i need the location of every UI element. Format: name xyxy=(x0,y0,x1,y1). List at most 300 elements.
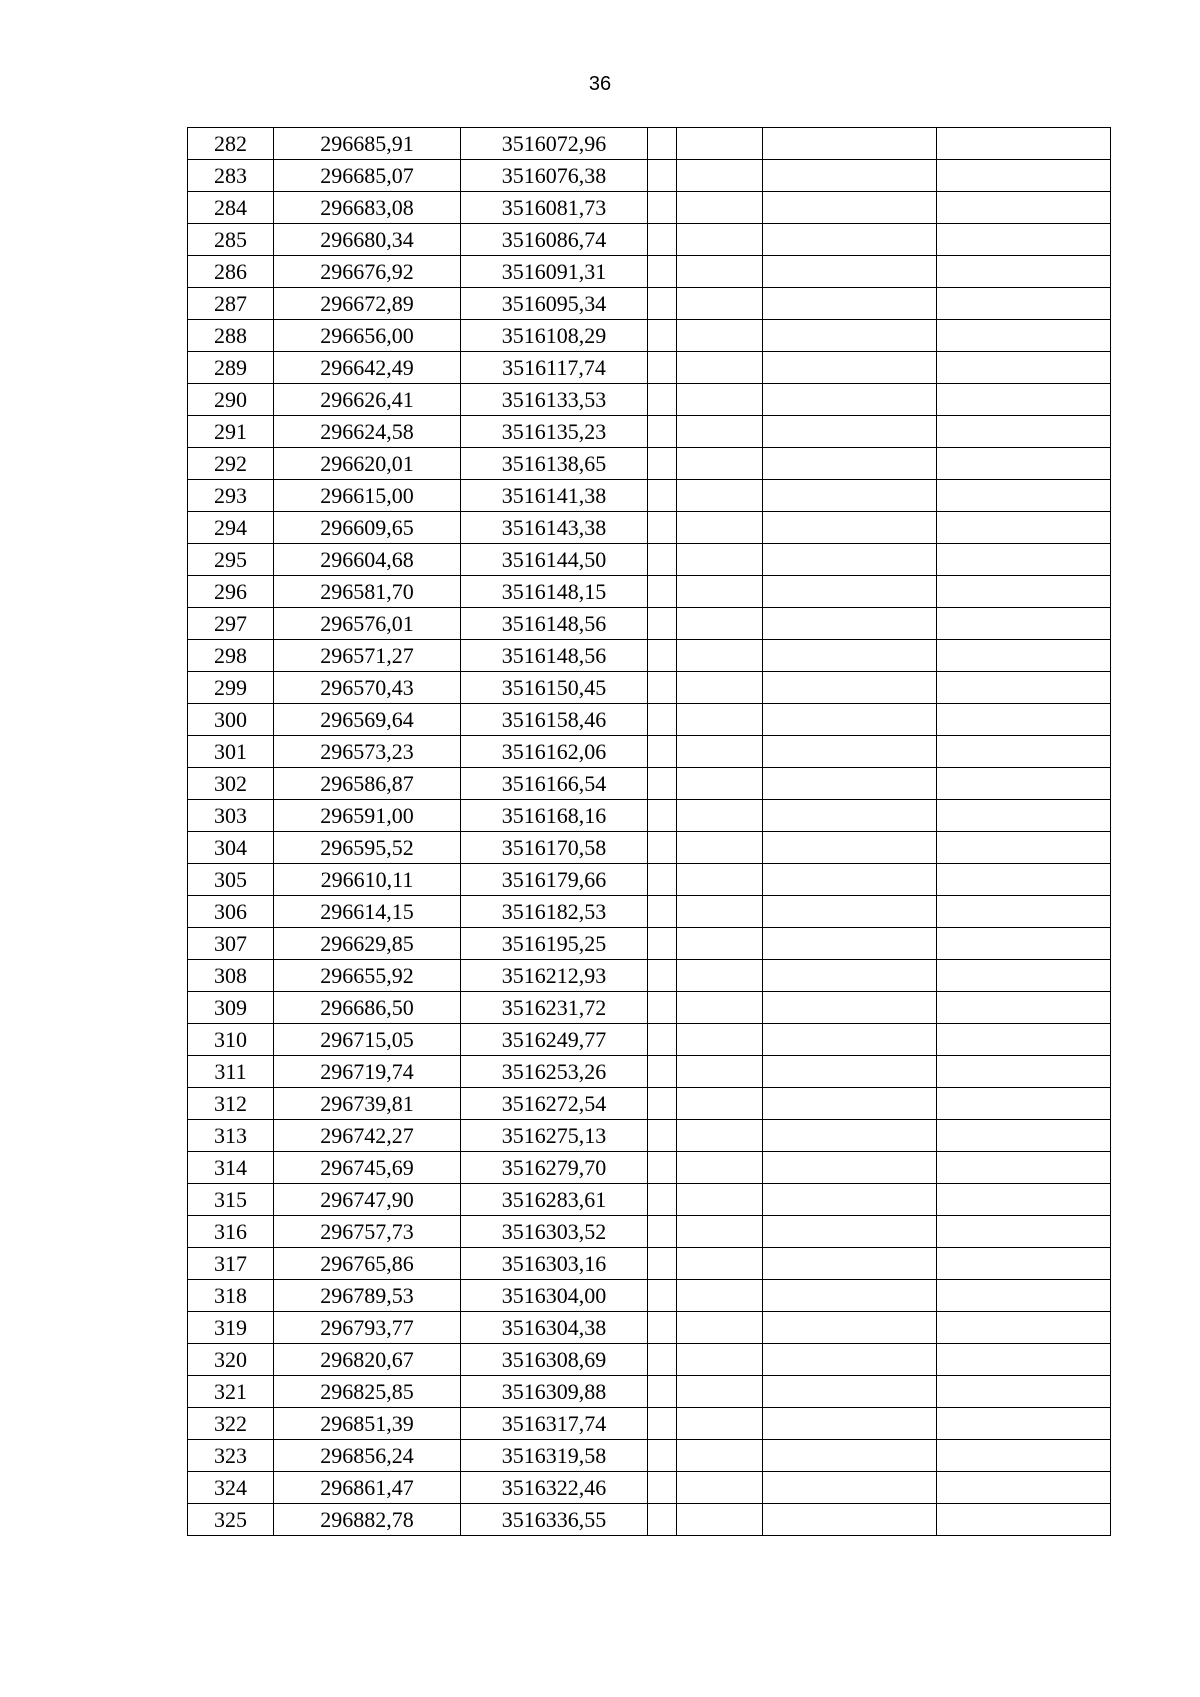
y-coordinate-cell: 3516095,34 xyxy=(461,288,648,320)
empty-cell xyxy=(763,448,937,480)
y-coordinate-cell: 3516148,56 xyxy=(461,608,648,640)
empty-cell xyxy=(763,1120,937,1152)
x-coordinate-cell: 296719,74 xyxy=(274,1056,461,1088)
empty-cell xyxy=(937,640,1111,672)
empty-cell xyxy=(937,992,1111,1024)
empty-cell xyxy=(763,480,937,512)
empty-cell xyxy=(648,704,677,736)
y-coordinate-cell: 3516308,69 xyxy=(461,1344,648,1376)
empty-cell xyxy=(763,1504,937,1536)
empty-cell xyxy=(677,704,763,736)
x-coordinate-cell: 296789,53 xyxy=(274,1280,461,1312)
point-number-cell: 310 xyxy=(188,1024,274,1056)
point-number-cell: 282 xyxy=(188,128,274,160)
empty-cell xyxy=(763,800,937,832)
table-row xyxy=(188,704,1111,736)
table-row xyxy=(188,1408,1111,1440)
empty-cell xyxy=(763,1440,937,1472)
empty-cell xyxy=(937,448,1111,480)
empty-cell xyxy=(677,1280,763,1312)
x-coordinate-cell: 296569,64 xyxy=(274,704,461,736)
table-row xyxy=(188,736,1111,768)
x-coordinate-cell: 296570,43 xyxy=(274,672,461,704)
empty-cell xyxy=(648,256,677,288)
y-coordinate-cell: 3516309,88 xyxy=(461,1376,648,1408)
point-number-cell: 301 xyxy=(188,736,274,768)
empty-cell xyxy=(677,672,763,704)
empty-cell xyxy=(763,1024,937,1056)
empty-cell xyxy=(763,608,937,640)
empty-cell xyxy=(763,512,937,544)
table-row xyxy=(188,160,1111,192)
empty-cell xyxy=(677,576,763,608)
table-row xyxy=(188,1120,1111,1152)
x-coordinate-cell: 296581,70 xyxy=(274,576,461,608)
point-number-cell: 323 xyxy=(188,1440,274,1472)
empty-cell xyxy=(763,192,937,224)
y-coordinate-cell: 3516091,31 xyxy=(461,256,648,288)
empty-cell xyxy=(763,736,937,768)
empty-cell xyxy=(937,512,1111,544)
table-row xyxy=(188,864,1111,896)
empty-cell xyxy=(937,1024,1111,1056)
empty-cell xyxy=(677,1184,763,1216)
y-coordinate-cell: 3516275,13 xyxy=(461,1120,648,1152)
empty-cell xyxy=(648,512,677,544)
y-coordinate-cell: 3516144,50 xyxy=(461,544,648,576)
y-coordinate-cell: 3516336,55 xyxy=(461,1504,648,1536)
empty-cell xyxy=(763,1248,937,1280)
empty-cell xyxy=(937,576,1111,608)
table-row xyxy=(188,960,1111,992)
empty-cell xyxy=(648,1024,677,1056)
y-coordinate-cell: 3516179,66 xyxy=(461,864,648,896)
table-row xyxy=(188,832,1111,864)
empty-cell xyxy=(937,1280,1111,1312)
empty-cell xyxy=(648,1312,677,1344)
page-number: 36 xyxy=(588,73,612,95)
x-coordinate-cell: 296739,81 xyxy=(274,1088,461,1120)
empty-cell xyxy=(937,1088,1111,1120)
empty-cell xyxy=(937,1472,1111,1504)
empty-cell xyxy=(937,352,1111,384)
point-number-cell: 314 xyxy=(188,1152,274,1184)
empty-cell xyxy=(937,896,1111,928)
empty-cell xyxy=(677,544,763,576)
empty-cell xyxy=(937,1504,1111,1536)
empty-cell xyxy=(763,576,937,608)
point-number-cell: 309 xyxy=(188,992,274,1024)
table-row xyxy=(188,992,1111,1024)
empty-cell xyxy=(937,384,1111,416)
table-row xyxy=(188,768,1111,800)
empty-cell xyxy=(677,800,763,832)
point-number-cell: 289 xyxy=(188,352,274,384)
point-number-cell: 302 xyxy=(188,768,274,800)
y-coordinate-cell: 3516303,16 xyxy=(461,1248,648,1280)
empty-cell xyxy=(677,1344,763,1376)
table-row xyxy=(188,1216,1111,1248)
empty-cell xyxy=(937,1408,1111,1440)
y-coordinate-cell: 3516141,38 xyxy=(461,480,648,512)
empty-cell xyxy=(677,256,763,288)
table-row xyxy=(188,1440,1111,1472)
coordinates-table-body xyxy=(188,128,1111,1536)
table-row xyxy=(188,1344,1111,1376)
point-number-cell: 318 xyxy=(188,1280,274,1312)
empty-cell xyxy=(763,1056,937,1088)
empty-cell xyxy=(677,320,763,352)
empty-cell xyxy=(648,1408,677,1440)
point-number-cell: 306 xyxy=(188,896,274,928)
empty-cell xyxy=(677,960,763,992)
empty-cell xyxy=(648,896,677,928)
empty-cell xyxy=(763,1472,937,1504)
x-coordinate-cell: 296715,05 xyxy=(274,1024,461,1056)
point-number-cell: 288 xyxy=(188,320,274,352)
point-number-cell: 300 xyxy=(188,704,274,736)
empty-cell xyxy=(648,448,677,480)
table-row xyxy=(188,128,1111,160)
empty-cell xyxy=(937,1248,1111,1280)
empty-cell xyxy=(677,640,763,672)
table-row xyxy=(188,544,1111,576)
empty-cell xyxy=(648,640,677,672)
empty-cell xyxy=(937,832,1111,864)
empty-cell xyxy=(648,1280,677,1312)
table-row xyxy=(188,1152,1111,1184)
empty-cell xyxy=(677,832,763,864)
table-row xyxy=(188,480,1111,512)
point-number-cell: 325 xyxy=(188,1504,274,1536)
empty-cell xyxy=(648,928,677,960)
empty-cell xyxy=(648,1056,677,1088)
y-coordinate-cell: 3516117,74 xyxy=(461,352,648,384)
empty-cell xyxy=(937,480,1111,512)
empty-cell xyxy=(677,1408,763,1440)
empty-cell xyxy=(937,1120,1111,1152)
empty-cell xyxy=(677,768,763,800)
x-coordinate-cell: 296624,58 xyxy=(274,416,461,448)
empty-cell xyxy=(648,736,677,768)
x-coordinate-cell: 296591,00 xyxy=(274,800,461,832)
empty-cell xyxy=(937,544,1111,576)
x-coordinate-cell: 296571,27 xyxy=(274,640,461,672)
y-coordinate-cell: 3516319,58 xyxy=(461,1440,648,1472)
empty-cell xyxy=(937,1440,1111,1472)
empty-cell xyxy=(763,1152,937,1184)
empty-cell xyxy=(677,1376,763,1408)
point-number-cell: 311 xyxy=(188,1056,274,1088)
y-coordinate-cell: 3516168,16 xyxy=(461,800,648,832)
point-number-cell: 287 xyxy=(188,288,274,320)
y-coordinate-cell: 3516279,70 xyxy=(461,1152,648,1184)
empty-cell xyxy=(937,1344,1111,1376)
point-number-cell: 291 xyxy=(188,416,274,448)
empty-cell xyxy=(677,896,763,928)
empty-cell xyxy=(677,512,763,544)
empty-cell xyxy=(648,1248,677,1280)
empty-cell xyxy=(763,160,937,192)
y-coordinate-cell: 3516158,46 xyxy=(461,704,648,736)
empty-cell xyxy=(648,864,677,896)
x-coordinate-cell: 296851,39 xyxy=(274,1408,461,1440)
empty-cell xyxy=(648,224,677,256)
empty-cell xyxy=(677,1024,763,1056)
empty-cell xyxy=(648,608,677,640)
empty-cell xyxy=(648,352,677,384)
empty-cell xyxy=(937,1376,1111,1408)
empty-cell xyxy=(763,1344,937,1376)
point-number-cell: 305 xyxy=(188,864,274,896)
empty-cell xyxy=(648,832,677,864)
x-coordinate-cell: 296793,77 xyxy=(274,1312,461,1344)
empty-cell xyxy=(648,160,677,192)
table-row xyxy=(188,384,1111,416)
x-coordinate-cell: 296615,00 xyxy=(274,480,461,512)
table-row xyxy=(188,640,1111,672)
empty-cell xyxy=(648,960,677,992)
empty-cell xyxy=(763,544,937,576)
y-coordinate-cell: 3516162,06 xyxy=(461,736,648,768)
point-number-cell: 303 xyxy=(188,800,274,832)
empty-cell xyxy=(763,1216,937,1248)
y-coordinate-cell: 3516317,74 xyxy=(461,1408,648,1440)
point-number-cell: 324 xyxy=(188,1472,274,1504)
y-coordinate-cell: 3516166,54 xyxy=(461,768,648,800)
table-row xyxy=(188,1088,1111,1120)
empty-cell xyxy=(763,1184,937,1216)
x-coordinate-cell: 296576,01 xyxy=(274,608,461,640)
empty-cell xyxy=(677,448,763,480)
point-number-cell: 290 xyxy=(188,384,274,416)
table-row xyxy=(188,320,1111,352)
empty-cell xyxy=(677,1056,763,1088)
empty-cell xyxy=(648,1440,677,1472)
empty-cell xyxy=(763,1088,937,1120)
empty-cell xyxy=(763,1376,937,1408)
empty-cell xyxy=(677,480,763,512)
empty-cell xyxy=(677,608,763,640)
table-row xyxy=(188,896,1111,928)
empty-cell xyxy=(937,736,1111,768)
empty-cell xyxy=(648,1184,677,1216)
empty-cell xyxy=(937,320,1111,352)
empty-cell xyxy=(648,768,677,800)
x-coordinate-cell: 296610,11 xyxy=(274,864,461,896)
empty-cell xyxy=(937,928,1111,960)
table-row xyxy=(188,800,1111,832)
table-row xyxy=(188,1376,1111,1408)
y-coordinate-cell: 3516231,72 xyxy=(461,992,648,1024)
table-row xyxy=(188,928,1111,960)
empty-cell xyxy=(677,384,763,416)
y-coordinate-cell: 3516138,65 xyxy=(461,448,648,480)
empty-cell xyxy=(763,832,937,864)
x-coordinate-cell: 296620,01 xyxy=(274,448,461,480)
empty-cell xyxy=(677,160,763,192)
empty-cell xyxy=(937,704,1111,736)
empty-cell xyxy=(937,672,1111,704)
empty-cell xyxy=(677,416,763,448)
y-coordinate-cell: 3516108,29 xyxy=(461,320,648,352)
table-row xyxy=(188,1504,1111,1536)
y-coordinate-cell: 3516249,77 xyxy=(461,1024,648,1056)
y-coordinate-cell: 3516133,53 xyxy=(461,384,648,416)
point-number-cell: 320 xyxy=(188,1344,274,1376)
empty-cell xyxy=(763,352,937,384)
table-row xyxy=(188,576,1111,608)
empty-cell xyxy=(677,1504,763,1536)
point-number-cell: 299 xyxy=(188,672,274,704)
point-number-cell: 292 xyxy=(188,448,274,480)
empty-cell xyxy=(677,1152,763,1184)
empty-cell xyxy=(763,1408,937,1440)
x-coordinate-cell: 296629,85 xyxy=(274,928,461,960)
empty-cell xyxy=(763,992,937,1024)
x-coordinate-cell: 296683,08 xyxy=(274,192,461,224)
empty-cell xyxy=(648,480,677,512)
y-coordinate-cell: 3516135,23 xyxy=(461,416,648,448)
table-row xyxy=(188,608,1111,640)
point-number-cell: 293 xyxy=(188,480,274,512)
empty-cell xyxy=(677,992,763,1024)
x-coordinate-cell: 296626,41 xyxy=(274,384,461,416)
empty-cell xyxy=(937,224,1111,256)
empty-cell xyxy=(937,256,1111,288)
empty-cell xyxy=(937,608,1111,640)
empty-cell xyxy=(937,960,1111,992)
empty-cell xyxy=(648,1120,677,1152)
y-coordinate-cell: 3516081,73 xyxy=(461,192,648,224)
table-row xyxy=(188,1312,1111,1344)
y-coordinate-cell: 3516148,15 xyxy=(461,576,648,608)
empty-cell xyxy=(677,736,763,768)
empty-cell xyxy=(763,704,937,736)
empty-cell xyxy=(648,1472,677,1504)
empty-cell xyxy=(677,1440,763,1472)
empty-cell xyxy=(677,352,763,384)
table-row xyxy=(188,224,1111,256)
table-row xyxy=(188,448,1111,480)
x-coordinate-cell: 296604,68 xyxy=(274,544,461,576)
y-coordinate-cell: 3516212,93 xyxy=(461,960,648,992)
empty-cell xyxy=(937,768,1111,800)
empty-cell xyxy=(937,1056,1111,1088)
y-coordinate-cell: 3516148,56 xyxy=(461,640,648,672)
table-row xyxy=(188,1248,1111,1280)
empty-cell xyxy=(677,192,763,224)
empty-cell xyxy=(677,928,763,960)
y-coordinate-cell: 3516283,61 xyxy=(461,1184,648,1216)
point-number-cell: 313 xyxy=(188,1120,274,1152)
empty-cell xyxy=(648,1152,677,1184)
y-coordinate-cell: 3516182,53 xyxy=(461,896,648,928)
empty-cell xyxy=(937,1152,1111,1184)
empty-cell xyxy=(763,320,937,352)
x-coordinate-cell: 296757,73 xyxy=(274,1216,461,1248)
empty-cell xyxy=(648,416,677,448)
empty-cell xyxy=(648,288,677,320)
point-number-cell: 285 xyxy=(188,224,274,256)
point-number-cell: 283 xyxy=(188,160,274,192)
empty-cell xyxy=(763,128,937,160)
empty-cell xyxy=(677,1216,763,1248)
point-number-cell: 319 xyxy=(188,1312,274,1344)
table-row xyxy=(188,1472,1111,1504)
empty-cell xyxy=(648,384,677,416)
empty-cell xyxy=(648,1216,677,1248)
empty-cell xyxy=(677,864,763,896)
empty-cell xyxy=(763,864,937,896)
table-row xyxy=(188,352,1111,384)
point-number-cell: 294 xyxy=(188,512,274,544)
table-row xyxy=(188,192,1111,224)
x-coordinate-cell: 296686,50 xyxy=(274,992,461,1024)
y-coordinate-cell: 3516086,74 xyxy=(461,224,648,256)
point-number-cell: 317 xyxy=(188,1248,274,1280)
x-coordinate-cell: 296614,15 xyxy=(274,896,461,928)
empty-cell xyxy=(648,320,677,352)
empty-cell xyxy=(648,1376,677,1408)
point-number-cell: 297 xyxy=(188,608,274,640)
table-row xyxy=(188,1024,1111,1056)
empty-cell xyxy=(937,864,1111,896)
empty-cell xyxy=(937,160,1111,192)
empty-cell xyxy=(677,288,763,320)
empty-cell xyxy=(763,384,937,416)
x-coordinate-cell: 296882,78 xyxy=(274,1504,461,1536)
empty-cell xyxy=(648,192,677,224)
y-coordinate-cell: 3516253,26 xyxy=(461,1056,648,1088)
point-number-cell: 298 xyxy=(188,640,274,672)
empty-cell xyxy=(677,1120,763,1152)
table-row xyxy=(188,288,1111,320)
empty-cell xyxy=(937,1216,1111,1248)
empty-cell xyxy=(763,640,937,672)
table-row xyxy=(188,416,1111,448)
x-coordinate-cell: 296655,92 xyxy=(274,960,461,992)
x-coordinate-cell: 296742,27 xyxy=(274,1120,461,1152)
empty-cell xyxy=(677,224,763,256)
y-coordinate-cell: 3516170,58 xyxy=(461,832,648,864)
empty-cell xyxy=(648,1088,677,1120)
y-coordinate-cell: 3516272,54 xyxy=(461,1088,648,1120)
empty-cell xyxy=(677,1248,763,1280)
y-coordinate-cell: 3516195,25 xyxy=(461,928,648,960)
y-coordinate-cell: 3516072,96 xyxy=(461,128,648,160)
empty-cell xyxy=(677,1312,763,1344)
x-coordinate-cell: 296685,91 xyxy=(274,128,461,160)
x-coordinate-cell: 296825,85 xyxy=(274,1376,461,1408)
point-number-cell: 307 xyxy=(188,928,274,960)
empty-cell xyxy=(763,960,937,992)
empty-cell xyxy=(937,1312,1111,1344)
y-coordinate-cell: 3516303,52 xyxy=(461,1216,648,1248)
y-coordinate-cell: 3516143,38 xyxy=(461,512,648,544)
x-coordinate-cell: 296820,67 xyxy=(274,1344,461,1376)
table-row xyxy=(188,256,1111,288)
x-coordinate-cell: 296676,92 xyxy=(274,256,461,288)
x-coordinate-cell: 296745,69 xyxy=(274,1152,461,1184)
y-coordinate-cell: 3516150,45 xyxy=(461,672,648,704)
x-coordinate-cell: 296765,86 xyxy=(274,1248,461,1280)
empty-cell xyxy=(763,1312,937,1344)
empty-cell xyxy=(648,576,677,608)
point-number-cell: 308 xyxy=(188,960,274,992)
point-number-cell: 284 xyxy=(188,192,274,224)
empty-cell xyxy=(937,416,1111,448)
